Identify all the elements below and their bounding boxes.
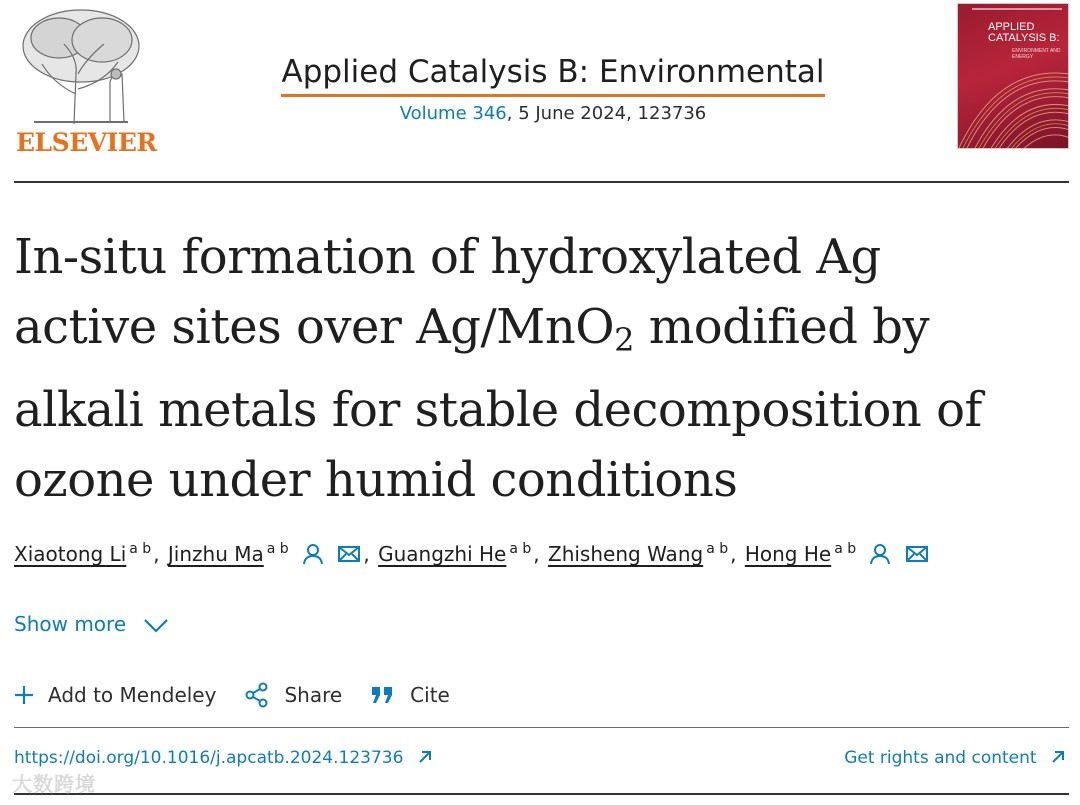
- mendeley-label: Add to Mendeley: [48, 683, 217, 707]
- author-separator: ,: [363, 542, 370, 566]
- doi-text: https://doi.org/10.1016/j.apcatb.2024.123736: [14, 748, 404, 768]
- plus-icon: [14, 685, 34, 705]
- author-list: [14, 541, 1074, 566]
- title-line-3: alkali metals for stable decomposition of: [14, 382, 982, 438]
- journal-cover-image[interactable]: [957, 3, 1069, 149]
- author-item: [548, 541, 728, 566]
- title-line-1: In-situ formation of hydroxylated Ag: [14, 229, 881, 285]
- article-title: [14, 222, 1064, 515]
- title-line-4: ozone under humid conditions: [14, 452, 738, 508]
- doi-link[interactable]: [14, 748, 433, 768]
- tree-emblem-icon: [14, 4, 148, 126]
- show-more-label: Show more: [14, 612, 127, 636]
- show-more-button[interactable]: [14, 612, 169, 636]
- issue-info: [230, 103, 876, 124]
- author-affiliation[interactable]: a b: [834, 541, 857, 557]
- cite-label: Cite: [410, 683, 450, 707]
- mail-icon[interactable]: [337, 543, 361, 565]
- external-link-icon: [417, 749, 433, 765]
- author-separator: ,: [730, 542, 737, 566]
- author-affiliation[interactable]: a b: [706, 541, 729, 557]
- author-name-link[interactable]: Hong He: [744, 542, 832, 566]
- header-divider: [14, 181, 1069, 183]
- share-button[interactable]: [244, 682, 342, 708]
- share-icon: [244, 682, 270, 708]
- title-line-2-post: modified by: [633, 299, 930, 355]
- title-line-2-pre: active sites over Ag/MnO: [14, 299, 615, 355]
- cite-button[interactable]: [370, 682, 450, 708]
- publisher-wordmark: ELSEVIER: [16, 128, 157, 157]
- rights-link[interactable]: [844, 748, 1066, 768]
- person-icon[interactable]: [868, 543, 892, 565]
- author-name-link[interactable]: Guangzhi He: [378, 542, 507, 566]
- watermark: 大数跨境: [12, 772, 96, 796]
- rights-text: Get rights and content: [844, 748, 1037, 768]
- author-name-link[interactable]: Xiaotong Li: [14, 542, 127, 566]
- author-item: [745, 541, 929, 566]
- issue-date: , 5 June 2024, 123736: [506, 103, 707, 124]
- author-affiliation[interactable]: a b: [509, 541, 532, 557]
- author-item: [14, 541, 151, 566]
- mail-icon[interactable]: [905, 543, 929, 565]
- article-actions: [14, 682, 478, 708]
- add-to-mendeley-button[interactable]: [14, 682, 216, 708]
- author-separator: ,: [533, 542, 540, 566]
- author-name-link[interactable]: Zhisheng Wang: [548, 542, 704, 566]
- external-link-icon: [1050, 749, 1066, 765]
- author-name-link[interactable]: Jinzhu Ma: [167, 542, 264, 566]
- author-item: [378, 541, 531, 566]
- journal-title-link[interactable]: Applied Catalysis B: Environmental: [281, 52, 824, 97]
- author-affiliation[interactable]: a b: [129, 541, 152, 557]
- elsevier-logo[interactable]: [14, 4, 157, 157]
- cover-subtitle: ENVIRONMENT AND ENERGY: [1012, 48, 1061, 60]
- author-item: [168, 541, 362, 566]
- footer-divider: [14, 793, 1069, 795]
- actions-divider: [14, 727, 1069, 728]
- journal-header: [230, 52, 876, 124]
- title-subscript: 2: [614, 321, 634, 359]
- volume-link[interactable]: Volume 346: [399, 103, 507, 124]
- chevron-down-icon: [143, 615, 169, 635]
- person-icon[interactable]: [301, 543, 325, 565]
- author-separator: ,: [153, 542, 160, 566]
- cover-title: APPLIED CATALYSIS B:: [988, 21, 1060, 44]
- share-label: Share: [284, 683, 343, 707]
- author-affiliation[interactable]: a b: [266, 541, 289, 557]
- quote-icon: [370, 685, 396, 705]
